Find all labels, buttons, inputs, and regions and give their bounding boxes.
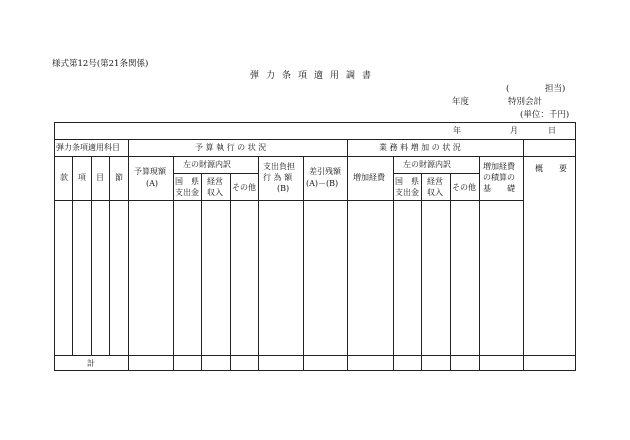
- national-pref-right: 国 県: [395, 177, 419, 186]
- remaining-2: (A)－(B): [306, 179, 339, 188]
- col-setsu: 節: [115, 173, 123, 182]
- date-month: 月: [510, 126, 518, 135]
- remaining-1: 差引残額: [309, 167, 341, 176]
- commitment-b: (B): [277, 184, 290, 193]
- total-label: 計: [87, 359, 95, 368]
- budget-status-header: 予 算 執 行 の 状 況: [195, 143, 267, 152]
- other-left: その他: [232, 183, 256, 192]
- date-day: 日: [548, 126, 556, 135]
- national-pref-left: 国 県: [175, 177, 199, 186]
- unit-label: (単位：千円): [520, 110, 570, 120]
- operating-right-2: 収入: [427, 188, 443, 197]
- funding-breakdown-left: 左の財源内訳: [183, 160, 231, 169]
- col-moku: 目: [96, 173, 104, 182]
- form-number: 様式第12号(第21条関係): [52, 59, 149, 69]
- fiscal-year-label: 年度: [452, 97, 470, 107]
- basis-3: 基 礎: [483, 184, 515, 193]
- increase-expense: 増加経費: [353, 173, 385, 182]
- other-right: その他: [452, 183, 476, 192]
- operating-right: 経営: [427, 177, 443, 186]
- in-charge-label: 担当): [545, 84, 566, 94]
- business-increase-header: 業 務 料 増 加 の 状 況: [379, 143, 461, 152]
- col-kou: 項: [78, 173, 86, 182]
- col-kan: 款: [60, 173, 68, 182]
- national-pref-right-2: 支出金: [395, 188, 419, 197]
- special-account-label: 特別会計: [508, 97, 543, 107]
- date-year: 年: [453, 126, 461, 135]
- commitment-2: 行 為 額: [263, 173, 293, 182]
- operating-left: 経営: [207, 177, 223, 186]
- summary-header: 概 要: [535, 164, 567, 173]
- budget-current: 予算現額: [134, 167, 166, 176]
- funding-breakdown-right: 左の財源内訳: [403, 160, 451, 169]
- document-title: 弾力条項適用調書: [250, 71, 379, 81]
- budget-current-a: (A): [146, 179, 159, 188]
- national-pref-left-2: 支出金: [175, 188, 199, 197]
- basis-1: 増加経費: [483, 162, 515, 171]
- commitment-1: 支出負担: [263, 162, 295, 171]
- operating-left-2: 収入: [207, 188, 223, 197]
- paren-open: (: [506, 84, 510, 94]
- basis-2: の積算の: [483, 173, 515, 182]
- applied-items-header: 弾力条項適用科目: [56, 143, 120, 152]
- report-table: [54, 122, 576, 371]
